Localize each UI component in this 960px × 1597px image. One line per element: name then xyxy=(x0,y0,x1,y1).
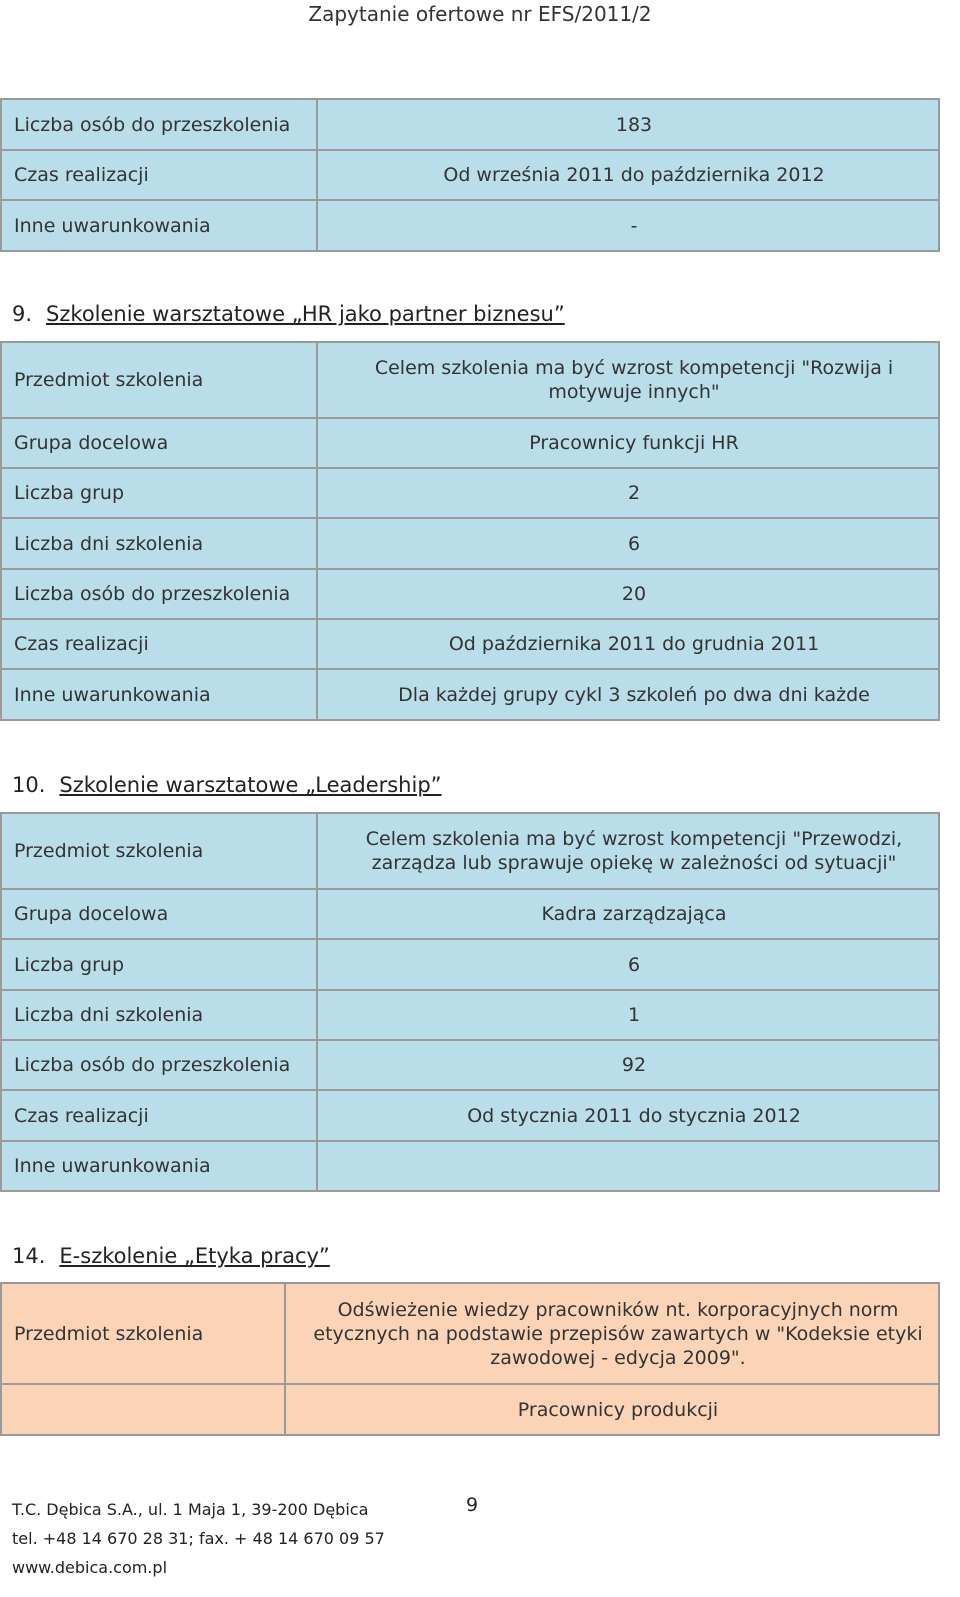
table-row xyxy=(1,669,939,720)
row-value: 1 xyxy=(317,990,939,1040)
row-value: Od października 2011 do grudnia 2011 xyxy=(317,619,939,669)
section-title: Szkolenie warsztatowe „Leadership” xyxy=(59,773,442,797)
table-row xyxy=(1,1040,939,1090)
row-value: - xyxy=(317,200,939,251)
row-value: 183 xyxy=(317,99,939,150)
page-header-title: Zapytanie ofertowe nr EFS/2011/2 xyxy=(308,2,652,26)
section-heading-9 xyxy=(12,302,565,326)
table-section-9 xyxy=(0,341,940,721)
table-row xyxy=(1,569,939,619)
section-heading-14 xyxy=(12,1244,330,1268)
section-number: 10. xyxy=(12,773,46,797)
row-value: 2 xyxy=(317,468,939,518)
section-number: 9. xyxy=(12,302,33,326)
row-label xyxy=(1,1384,285,1435)
row-label: Liczba grup xyxy=(1,468,317,518)
row-label: Grupa docelowa xyxy=(1,418,317,468)
table-row xyxy=(1,1141,939,1191)
row-label: Czas realizacji xyxy=(1,1090,317,1141)
row-value: 6 xyxy=(317,939,939,990)
row-label: Inne uwarunkowania xyxy=(1,669,317,720)
table-row xyxy=(1,1283,939,1384)
row-value xyxy=(317,813,939,889)
row-label: Inne uwarunkowania xyxy=(1,1141,317,1191)
row-label: Liczba dni szkolenia xyxy=(1,518,317,569)
table-row xyxy=(1,889,939,939)
row-value: 20 xyxy=(317,569,939,619)
table-row xyxy=(1,418,939,468)
table-row xyxy=(1,1090,939,1141)
table-section-10 xyxy=(0,812,940,1192)
row-label: Liczba osób do przeszkolenia xyxy=(1,569,317,619)
row-label: Inne uwarunkowania xyxy=(1,200,317,251)
table-row xyxy=(1,99,939,150)
row-label: Grupa docelowa xyxy=(1,889,317,939)
table-section-14 xyxy=(0,1282,940,1436)
row-label: Przedmiot szkolenia xyxy=(1,813,317,889)
footer-company: T.C. Dębica S.A., ul. 1 Maja 1, 39-200 Dębica xyxy=(12,1500,369,1519)
table-row xyxy=(1,518,939,569)
table-row xyxy=(1,990,939,1040)
table-row xyxy=(1,468,939,518)
row-value: Kadra zarządzająca xyxy=(317,889,939,939)
row-label: Liczba dni szkolenia xyxy=(1,990,317,1040)
row-label: Czas realizacji xyxy=(1,150,317,200)
footer-phone: tel. +48 14 670 28 31; fax. + 48 14 670 09 57 xyxy=(12,1529,385,1548)
table-row xyxy=(1,813,939,889)
row-label: Liczba grup xyxy=(1,939,317,990)
table-row xyxy=(1,1384,939,1435)
page-number: 9 xyxy=(466,1494,479,1516)
table-previous-training xyxy=(0,98,940,252)
row-value xyxy=(285,1283,939,1384)
footer-website: www.debica.com.pl xyxy=(12,1558,168,1577)
row-value: Pracownicy produkcji xyxy=(285,1384,939,1435)
footer-contact xyxy=(12,1494,385,1581)
row-value xyxy=(317,1141,939,1191)
row-value: Od września 2011 do października 2012 xyxy=(317,150,939,200)
section-title: Szkolenie warsztatowe „HR jako partner biznesu” xyxy=(46,302,565,326)
row-label: Liczba osób do przeszkolenia xyxy=(1,99,317,150)
section-title: E-szkolenie „Etyka pracy” xyxy=(59,1244,330,1268)
row-value: Pracownicy funkcji HR xyxy=(317,418,939,468)
row-value-text: Odświeżenie wiedzy pracowników nt. korporacyjnych norm etycznych na podstawie przepisów zawartych w "Kodeksie etyki zawodowej - edycja 2009". xyxy=(313,1298,923,1369)
row-value-text: Celem szkolenia ma być wzrost kompetencji "Rozwija i motywuje innych" xyxy=(374,357,894,403)
table-row xyxy=(1,939,939,990)
row-label: Przedmiot szkolenia xyxy=(1,342,317,418)
row-value xyxy=(317,342,939,418)
row-label: Liczba osób do przeszkolenia xyxy=(1,1040,317,1090)
row-value-text: Celem szkolenia ma być wzrost kompetencji "Przewodzi, zarządza lub sprawuje opiekę w zależności od sytuacji" xyxy=(365,828,903,874)
table-row xyxy=(1,342,939,418)
row-value: 6 xyxy=(317,518,939,569)
row-value: 92 xyxy=(317,1040,939,1090)
row-value: Dla każdej grupy cykl 3 szkoleń po dwa dni każde xyxy=(317,669,939,720)
row-value: Od stycznia 2011 do stycznia 2012 xyxy=(317,1090,939,1141)
row-label: Przedmiot szkolenia xyxy=(1,1283,285,1384)
section-number: 14. xyxy=(12,1244,46,1268)
table-row xyxy=(1,200,939,251)
section-heading-10 xyxy=(12,773,442,797)
row-label: Czas realizacji xyxy=(1,619,317,669)
table-row xyxy=(1,150,939,200)
table-row xyxy=(1,619,939,669)
